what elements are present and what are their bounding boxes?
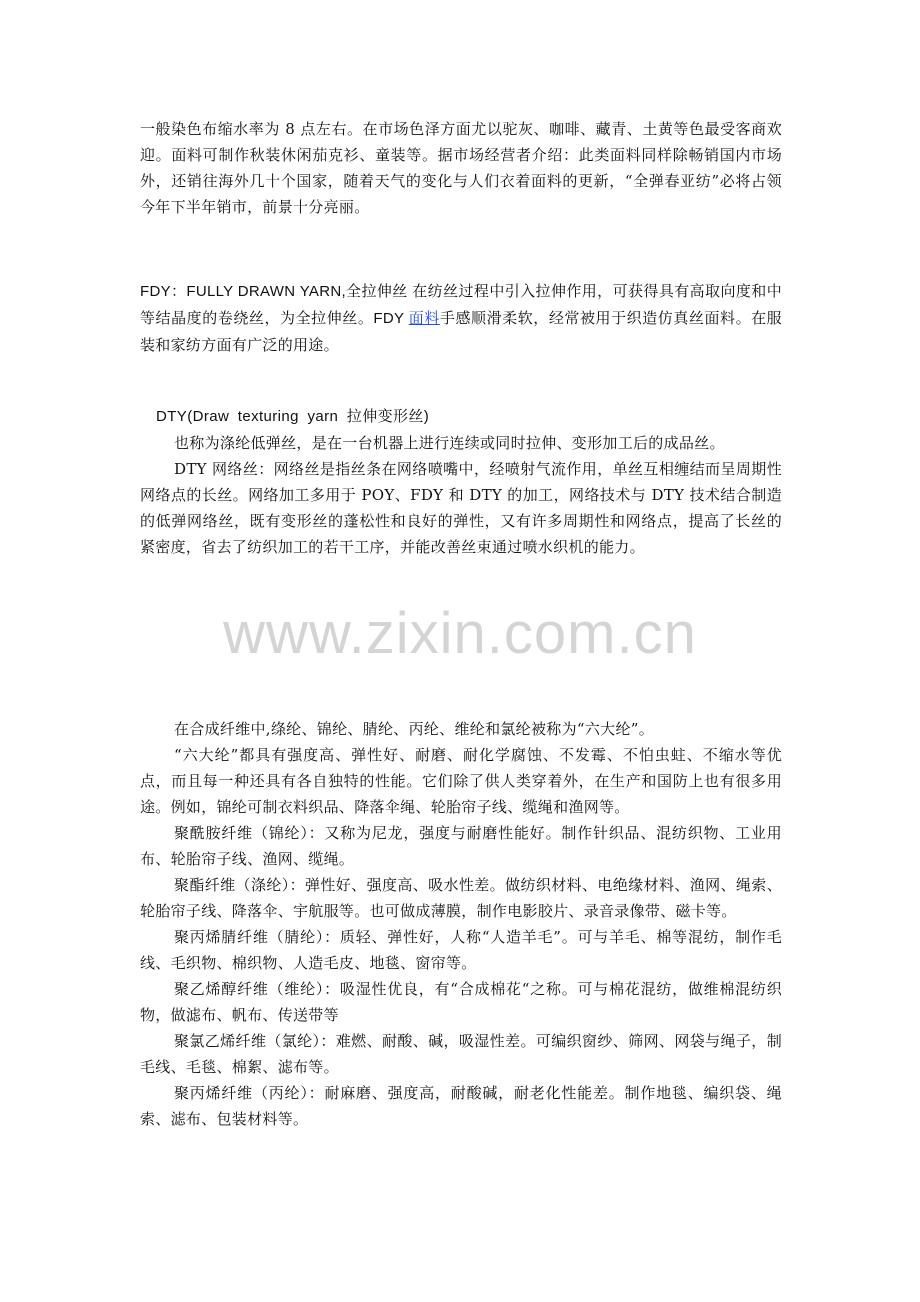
- fiber-paragraph: 在合成纤维中,绦纶、锦纶、腈纶、丙纶、维纶和氯纶被称为“六大纶”。: [174, 720, 655, 738]
- paragraph-fdy: [140, 278, 782, 358]
- watermark: www.zixin.com.cn: [223, 601, 697, 666]
- dty-heading: DTY(Draw texturing yarn 拉伸变形丝): [156, 408, 430, 425]
- fiber-paragraph: 聚乙烯醇纤维（维纶）：吸湿性优良，有“合成棉花“之称。可与棉花混纺，做维棉混纺织物，做滤布、帆布、传送带等: [140, 980, 782, 1024]
- fiber-paragraph: 聚丙烯腈纤维（腈纶）：质轻、弹性好，人称“人造羊毛”。可与羊毛、棉等混纺，制作毛线、毛织物、棉织物、人造毛皮、地毯、窗帘等。: [140, 928, 782, 972]
- dty-paragraph-2: DTY 网络丝：网络丝是指丝条在网络喷嘴中，经喷射气流作用，单丝互相缠结而呈周期性网络点的长丝。网络加工多用于 POY、FDY 和 DTY 的加工，网络技术与 DTY 技术结合制造的低弹网络丝，既有变形丝的蓬松性和良好的弹性，又有许多周期性和网络点，提高了长丝的紧密度，省去了纺织加工的若干工序，并能改善丝束通过喷水织机的能力。: [140, 460, 782, 556]
- fiber-paragraph: 聚丙烯纤维（丙纶）：耐麻磨、强度高，耐酸碱，耐老化性能差。制作地毯、编织袋、绳索、滤布、包装材料等。: [140, 1084, 782, 1128]
- fabric-link[interactable]: 面料: [408, 309, 440, 327]
- six-fibers-section: [140, 716, 782, 1132]
- fiber-paragraph: 聚氯乙烯纤维（氯纶）：难燃、耐酸、碱，吸湿性差。可编织窗纱、筛网、网袋与绳子，制毛线、毛毯、棉絮、滤布等。: [140, 1032, 782, 1076]
- fiber-paragraph: 聚酯纤维（涤纶）：弹性好、强度高、吸水性差。做纺织材料、电绝缘材料、渔网、绳索、轮胎帘子线、降落伞、宇航服等。也可做成薄膜，制作电影胶片、录音录像带、磁卡等。: [140, 876, 782, 920]
- fiber-paragraph: “六大纶”都具有强度高、弹性好、耐磨、耐化学腐蚀、不发霉、不怕虫蛀、不缩水等优点，而且每一种还具有各自独特的性能。它们除了供人类穿着外，在生产和国防上也有很多用途。例如，锦纶可制衣料织品、降落伞绳、轮胎帘子线、缆绳和渔网等。: [140, 746, 782, 816]
- dty-paragraph-1: 也称为涤纶低弹丝，是在一台机器上进行连续或同时拉伸、变形加工后的成品丝。: [174, 434, 725, 452]
- paragraph-fabric-shrinkage: 一般染色布缩水率为 8 点左右。在市场色泽方面尤以驼灰、咖啡、藏青、土黄等色最受客商欢迎。面料可制作秋装休闲茄克衫、童装等。据市场经营者介绍：此类面料同样除畅销国内市场外，还销往海外几十个国家，随着天气的变化与人们衣着面料的更新，“全弹春亚纺”必将占领今年下半年销市，前景十分亮丽。: [140, 120, 782, 216]
- dty-section: [140, 430, 782, 560]
- fdy-tail-text: 手感顺滑柔软，经常被用于织造仿真丝面料。在服装和家纺方面有广泛的用途。: [140, 309, 782, 354]
- fdy-lead-text: FDY：FULLY DRAWN YARN,全拉伸丝 在纺丝过程中引入拉伸作用，可获得具有高取向度和中等结晶度的卷绕丝，为全拉伸丝。FDY: [140, 283, 782, 327]
- fiber-paragraph: 聚酰胺纤维（锦纶）：又称为尼龙，强度与耐磨性能好。制作针织品、混纺织物、工业用布、轮胎帘子线、渔网、缆绳。: [140, 824, 782, 868]
